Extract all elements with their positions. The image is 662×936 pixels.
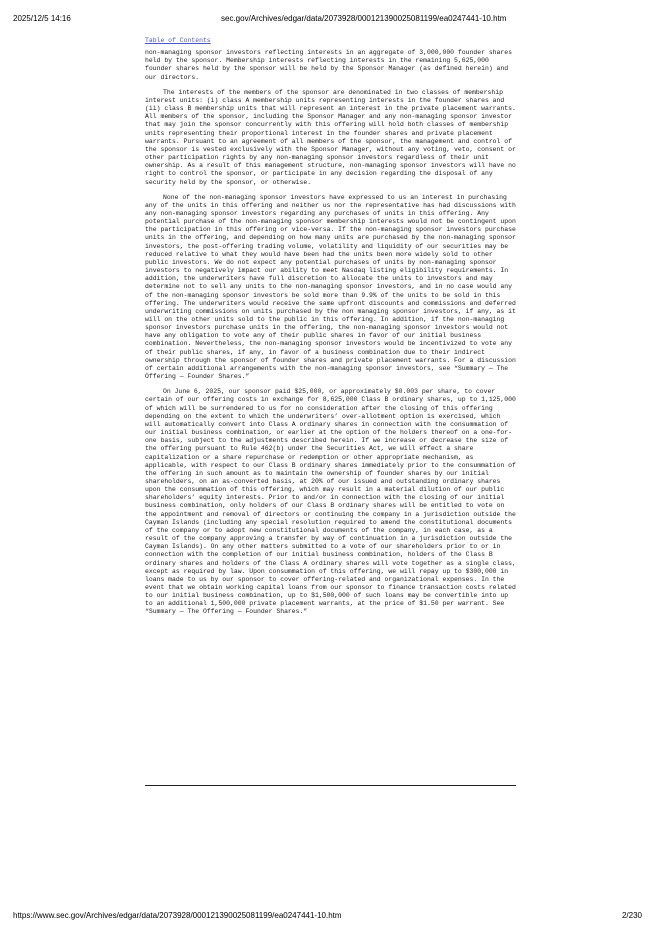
paragraph-sponsor-interests: non-managing sponsor investors reflecting interests in an aggregate of 3,000,000 founder shares held by the sponsor. Membership interests reflecting interests in the remaining 5,625,000 founder shares held by the sponsor will be held by the Sponsor Manager (as defined herein) and our directors. — [145, 49, 512, 81]
print-page-title: sec.gov/Archives/edgar/data/2073928/000121390025081199/ea0247441-10.htm — [221, 14, 507, 23]
document-body — [145, 37, 517, 624]
print-datetime: 2025/12/5 14:16 — [13, 14, 71, 23]
paragraph-founder-shares: On June 6, 2025, our sponsor paid $25,000, or approximately $0.003 per share, to cover certain of our offering costs in exchange for 8,625,000 Class B ordinary shares, up to 1,125,000 of which will be surrendered to us for no consideration after the closing of this offering depending on the extent to which the underwriters’ over-allotment option is exercised, which will automatically convert into Class A ordinary shares in connection with the consummation of our initial business combination, or earlier at the option of the holders thereof on a one-for-one basis, subject to the adjustments described herein. If we increase or decrease the size of the offering pursuant to Rule 462(b) under the Securities Act, we will effect a share capitalization or a share repurchase or redemption or other appropriate mechanism, as applicable, with respect to our Class B ordinary shares immediately prior to the consummation of the offering in such amount as to maintain the ownership of founder shares by our initial shareholders, on an as-converted basis, at 20% of our issued and outstanding ordinary shares upon the consummation of this offering, which may result in a material dilution of our public shareholders’ equity interests. Prior to and/or in connection with the closing of our initial business combination, only holders of our Class B ordinary shares will be entitled to vote on the appointment and removal of directors or continuing the company in a jurisdiction outside the Cayman Islands (including any special resolution required to amend the constitutional documents of the company or to adopt new constitutional documents of the company, in each case, as a result of the company approving a transfer by way of continuation in a jurisdiction outside the Cayman Islands). On any other matters submitted to a vote of our shareholders prior to or in connection with the completion of our initial business combination, holders of the Class B ordinary shares and holders of the Class A ordinary shares will vote together as a single class, except as required by law. Upon consummation of this offering, we will repay up to $300,000 in loans made to us by our sponsor to cover offering-related and organizational expenses. In the event that we obtain working capital loans from our sponsor to finance transaction costs related to our initial business combination, up to $1,500,000 of such loans may be convertible into up to an additional 1,500,000 private placement warrants, at the price of $1.50 per warrant. See “Summary — The Offering — Founder Shares.” — [145, 388, 516, 616]
paragraph-non-managing-investors: None of the non-managing sponsor investors have expressed to us an interest in purchasing any of the units in this offering and neither us nor the representative has had discussions with any non-managing sponsor investors regarding any purchases of units in this offering. Any potential purchase of the non-managing sponsor membership interests would not be contingent upon the participation in this offering or vice-versa. If the non-managing sponsor investors purchase units in the offering, and depending on how many units are purchased by the non-managing sponsor investors, the post-offering trading volume, volatility and liquidity of our securities may be reduced relative to what they would have been had the units been more widely sold to other public investors. We do not expect any potential purchases of units by non-managing sponsor investors to negatively impact our ability to meet Nasdaq listing eligibility requirements. In addition, the underwriters have full discretion to allocate the units to investors and may determine not to sell any units to the non-managing sponsor investors, and in no case would any of the non-managing sponsor investors be sold more than 9.9% of the units to be sold in this offering. The underwriters would receive the same upfront discounts and commissions and deferred underwriting commissions on units purchased by the non managing sponsor investors, if any, as it will on the other units sold to the public in this offering. In addition, if the non-managing sponsor investors purchase units in the offering, the non-managing sponsor investors would not have any obligation to vote any of their public shares in favor of our initial business combination. Nevertheless, the non-managing sponsor investors would be incentivized to vote any of their public shares, if any, in favor of a business combination due to their indirect ownership through the sponsor of founder shares and private placement warrants. For a discussion of certain additional arrangements with the non-managing sponsor investors, see “Summary — The Offering — Founder Shares.” — [145, 193, 516, 381]
page-divider — [145, 785, 516, 786]
table-of-contents-link[interactable]: Table of Contents — [145, 37, 211, 44]
paragraph-membership-classes: The interests of the members of the sponsor are denominated in two classes of membership interest units: (i) class A membership units representing interests in the founder shares and (ii) class B membership units that will represent an interest in the private placement warrants. All members of the sponsor, including the Sponsor Manager and any non-managing sponsor investor that may join the sponsor concurrently with this offering will hold both classes of membership units representing their proportional interest in the founder shares and private placement warrants. Pursuant to an agreement of all members of the sponsor, the management and control of the sponsor is vested exclusively with the Sponsor Manager, without any voting, veto, consent or other participation rights by any non-managing sponsor investors regardless of their unit ownership. As a result of this management structure, non-managing sponsor investors will have no right to control the sponsor, or participate in any decision regarding the disposal of any security held by the sponsor, or otherwise. — [145, 88, 516, 186]
print-page-counter: 2/230 — [621, 911, 642, 920]
print-url: https://www.sec.gov/Archives/edgar/data/2073928/000121390025081199/ea0247441-10.htm — [13, 911, 342, 920]
